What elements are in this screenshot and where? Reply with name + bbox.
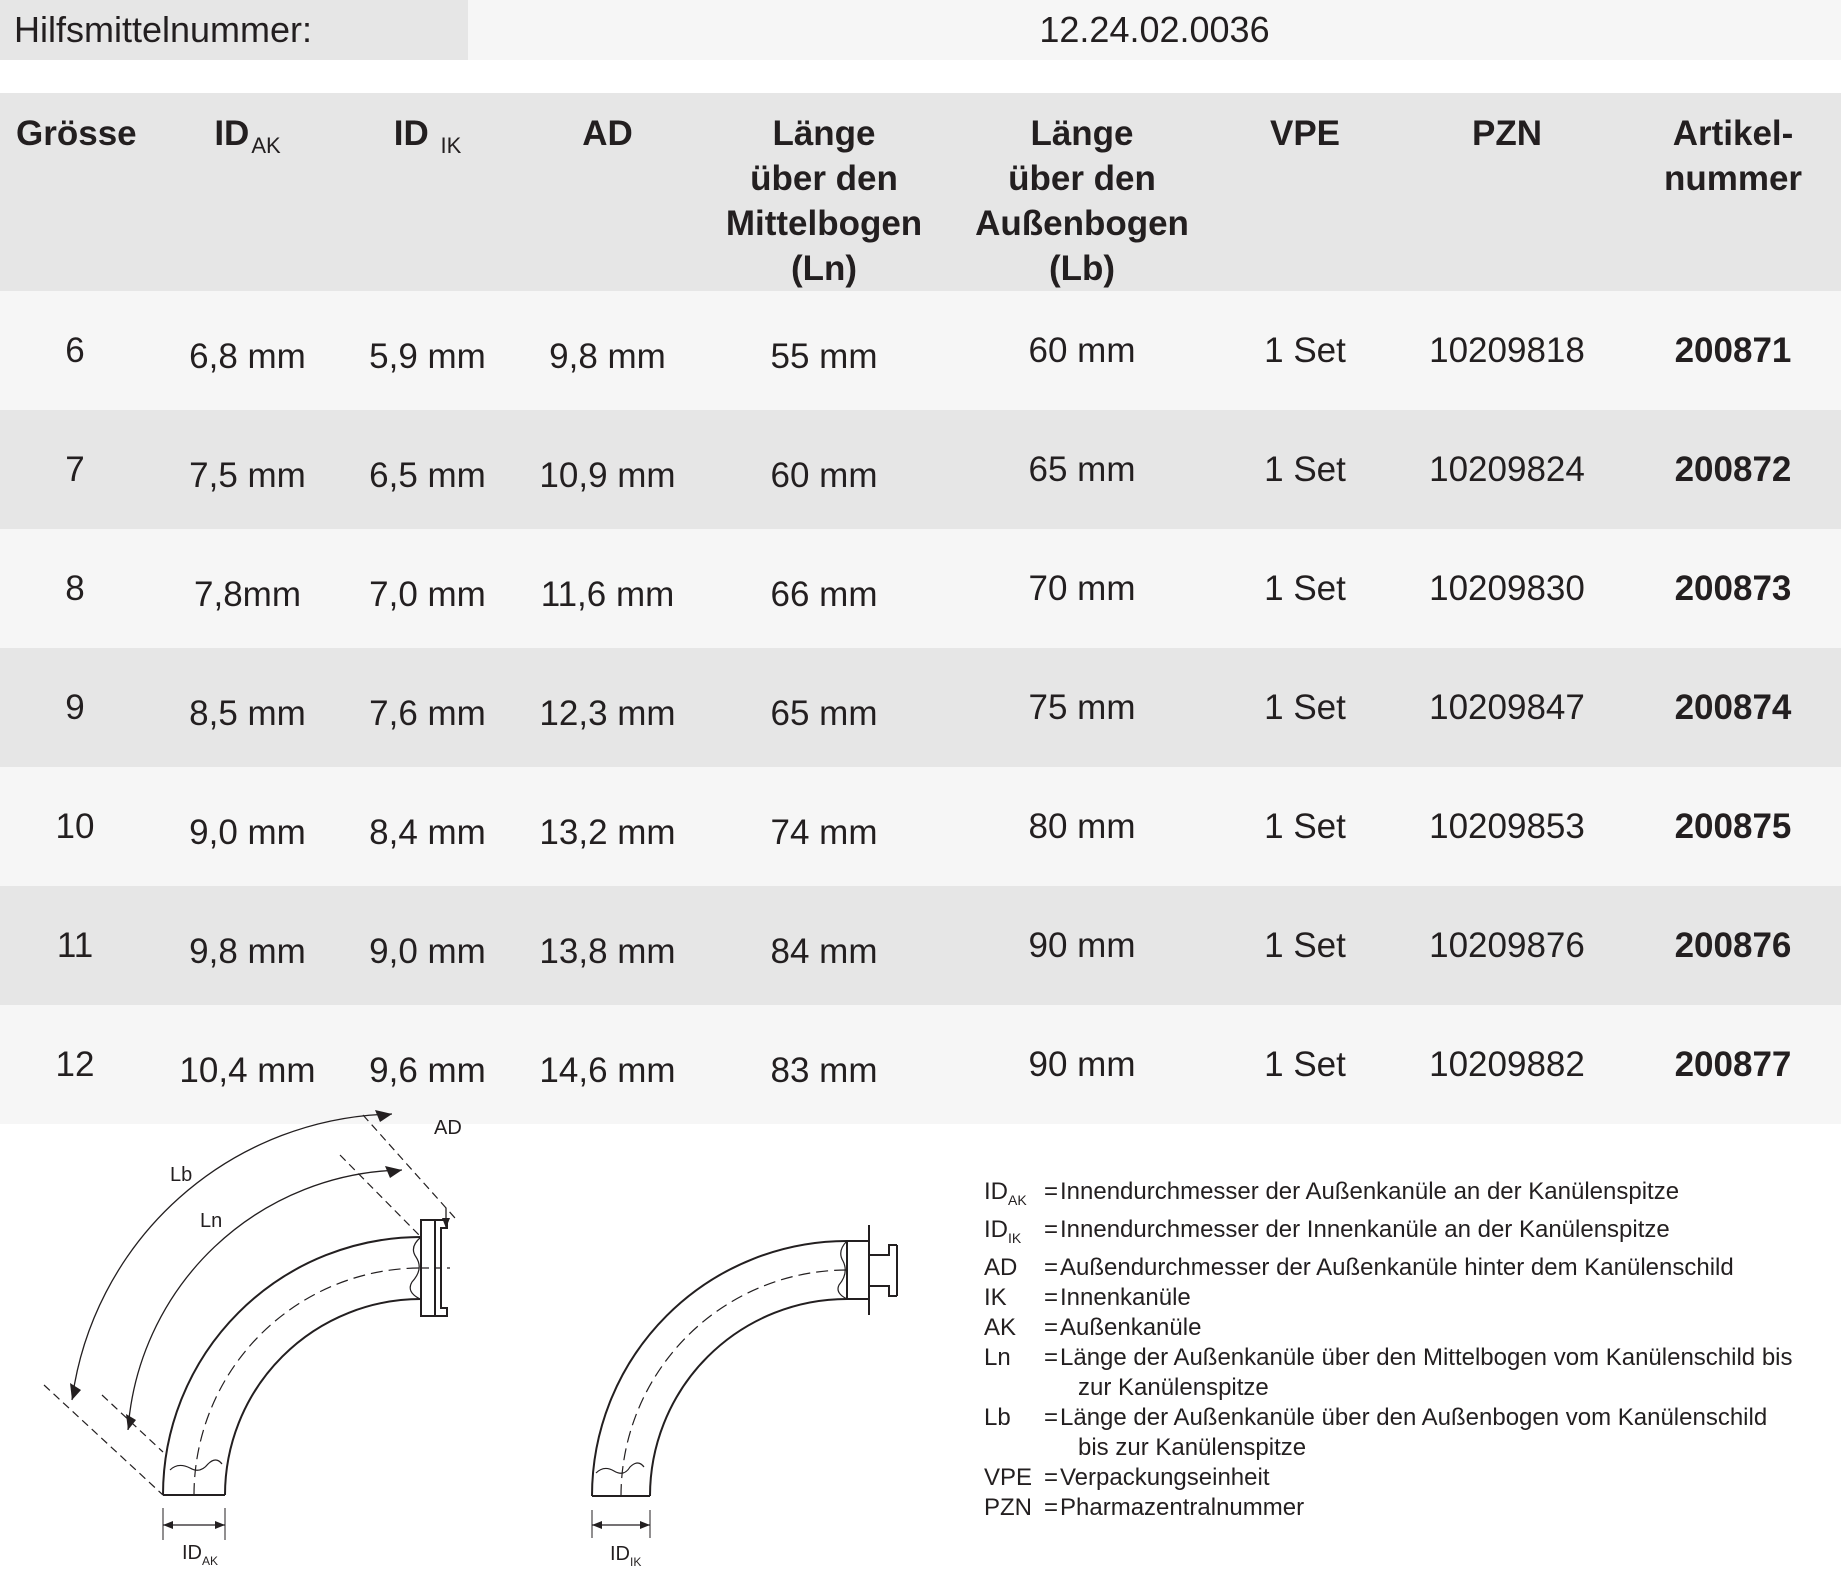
- cell-id-ak: 6,8 mm: [150, 291, 345, 410]
- cell-size: 12: [0, 1005, 150, 1124]
- legend-abbr: PZN: [984, 1494, 1032, 1521]
- cell-pzn: 10209830: [1389, 529, 1625, 648]
- table-row: [0, 767, 1841, 886]
- legend-description: Pharmazentralnummer: [1060, 1494, 1305, 1521]
- col-header-id-ak: $ID_{AK}$: [150, 93, 345, 291]
- legend-description: Länge der Außenkanüle über den Mittelbogen vom Kanülenschild bis zur Kanülenspitze: [1060, 1344, 1793, 1401]
- cell-ad: 12,3 mm: [510, 648, 705, 767]
- legend-description: Außendurchmesser der Außenkanüle hinter dem Kanülenschild: [1060, 1254, 1734, 1281]
- legend-item: [984, 1463, 1800, 1493]
- cell-ad: 13,8 mm: [510, 886, 705, 1005]
- cell-lb: 80 mm: [943, 767, 1221, 886]
- cell-lb: 60 mm: [943, 291, 1221, 410]
- table-row: [0, 291, 1841, 410]
- legend-abbr: AK: [984, 1314, 1017, 1341]
- cell-lb: 70 mm: [943, 529, 1221, 648]
- cell-vpe: 1 Set: [1221, 1005, 1389, 1124]
- cell-art: 200872: [1625, 410, 1841, 529]
- cell-pzn: 10209824: [1389, 410, 1625, 529]
- cell-pzn: 10209853: [1389, 767, 1625, 886]
- legend-abbr: $ID_{AK}$: [984, 1178, 1027, 1208]
- cell-ln: 83 mm: [705, 1005, 943, 1124]
- table-row: [0, 410, 1841, 529]
- ad-dimension-label: AD: [434, 1117, 462, 1139]
- cell-art: 200876: [1625, 886, 1841, 1005]
- cell-ln: 74 mm: [705, 767, 943, 886]
- abbreviation-legend: [984, 1177, 1800, 1523]
- legend-abbr: $ID_{IK}$: [984, 1216, 1022, 1246]
- lb-dimension-label: Lb: [170, 1164, 193, 1186]
- col-header-ln: Länge über den Mittelbogen (Ln): [705, 93, 943, 291]
- legend-abbr: Ln: [984, 1344, 1011, 1371]
- cell-art: 200875: [1625, 767, 1841, 886]
- legend-item: [984, 1343, 1800, 1403]
- hilfsmittel-bar: [0, 0, 1841, 60]
- cell-lb: 90 mm: [943, 1005, 1221, 1124]
- table-row: [0, 529, 1841, 648]
- legend-description: Innendurchmesser der Innenkanüle an der Kanülenspitze: [1060, 1216, 1670, 1243]
- cell-vpe: 1 Set: [1221, 767, 1389, 886]
- col-header-id-ik: ID $_{IK}$: [345, 93, 510, 291]
- inner-cannula-diagram: [580, 1170, 940, 1569]
- cell-id-ak: 7,8mm: [150, 529, 345, 648]
- cell-id-ak: 10,4 mm: [150, 1005, 345, 1124]
- cell-id-ik: 6,5 mm: [345, 410, 510, 529]
- cell-id-ik: 7,6 mm: [345, 648, 510, 767]
- cell-size: 8: [0, 529, 150, 648]
- cell-size: 6: [0, 291, 150, 410]
- col-header-vpe: VPE: [1221, 93, 1389, 291]
- cell-pzn: 10209882: [1389, 1005, 1625, 1124]
- legend-description: Innendurchmesser der Außenkanüle an der Kanülenspitze: [1060, 1178, 1680, 1205]
- cell-size: 10: [0, 767, 150, 886]
- cell-ln: 84 mm: [705, 886, 943, 1005]
- legend-abbr: IK: [984, 1284, 1007, 1311]
- legend-description: Länge der Außenkanüle über den Außenbogen vom Kanülenschild bis zur Kanülenspitze: [1060, 1404, 1768, 1461]
- legend-abbr: AD: [984, 1254, 1018, 1281]
- cell-id-ik: 9,0 mm: [345, 886, 510, 1005]
- cell-pzn: 10209847: [1389, 648, 1625, 767]
- hilfsmittel-value: 12.24.02.0036: [468, 0, 1841, 60]
- cell-ln: 60 mm: [705, 410, 943, 529]
- col-header-lb: Länge über den Außenbogen (Lb): [943, 93, 1221, 291]
- legend-equals: =: [1044, 1216, 1059, 1243]
- cell-vpe: 1 Set: [1221, 886, 1389, 1005]
- cell-id-ik: 5,9 mm: [345, 291, 510, 410]
- legend-item: [984, 1403, 1800, 1463]
- cell-art: 200874: [1625, 648, 1841, 767]
- legend-equals: =: [1044, 1464, 1059, 1491]
- cell-vpe: 1 Set: [1221, 291, 1389, 410]
- cell-pzn: 10209818: [1389, 291, 1625, 410]
- col-header-ad: AD: [510, 93, 705, 291]
- ln-dimension-label: Ln: [200, 1210, 223, 1232]
- id-ak-dimension-label: $ID_{AK}$: [182, 1542, 219, 1568]
- id-ik-dimension-label: $ID_{IK}$: [610, 1543, 642, 1569]
- cell-ad: 10,9 mm: [510, 410, 705, 529]
- cell-size: 11: [0, 886, 150, 1005]
- cell-size: 9: [0, 648, 150, 767]
- cell-size: 7: [0, 410, 150, 529]
- cell-id-ak: 9,0 mm: [150, 767, 345, 886]
- legend-equals: =: [1044, 1314, 1059, 1341]
- legend-item: [984, 1313, 1800, 1343]
- table-row: [0, 886, 1841, 1005]
- legend-description: Innenkanüle: [1060, 1284, 1191, 1311]
- legend-abbr: VPE: [984, 1464, 1033, 1491]
- cell-vpe: 1 Set: [1221, 529, 1389, 648]
- cell-ad: 11,6 mm: [510, 529, 705, 648]
- cell-id-ik: 9,6 mm: [345, 1005, 510, 1124]
- table-row: [0, 648, 1841, 767]
- col-header-artikel: Artikel- nummer: [1625, 93, 1841, 291]
- cell-vpe: 1 Set: [1221, 648, 1389, 767]
- outer-cannula-diagram: [30, 1100, 500, 1569]
- cell-id-ak: 7,5 mm: [150, 410, 345, 529]
- size-table: [0, 93, 1841, 1124]
- table-header-row: [0, 93, 1841, 291]
- col-header-pzn: PZN: [1389, 93, 1625, 291]
- legend-equals: =: [1044, 1404, 1059, 1431]
- legend-equals: =: [1044, 1284, 1059, 1311]
- cell-ad: 9,8 mm: [510, 291, 705, 410]
- cell-lb: 90 mm: [943, 886, 1221, 1005]
- cell-lb: 65 mm: [943, 410, 1221, 529]
- cell-lb: 75 mm: [943, 648, 1221, 767]
- legend-equals: =: [1044, 1178, 1059, 1205]
- legend-item: [984, 1253, 1800, 1283]
- cell-pzn: 10209876: [1389, 886, 1625, 1005]
- cell-ad: 13,2 mm: [510, 767, 705, 886]
- cell-art: 200871: [1625, 291, 1841, 410]
- legend-item: [984, 1493, 1800, 1523]
- legend-equals: =: [1044, 1254, 1059, 1281]
- legend-description: Außenkanüle: [1060, 1314, 1202, 1341]
- cell-ln: 65 mm: [705, 648, 943, 767]
- cell-ln: 66 mm: [705, 529, 943, 648]
- cell-ad: 14,6 mm: [510, 1005, 705, 1124]
- hilfsmittel-label: Hilfsmittelnummer:: [0, 0, 468, 60]
- cell-ln: 55 mm: [705, 291, 943, 410]
- cell-id-ak: 8,5 mm: [150, 648, 345, 767]
- cell-id-ak: 9,8 mm: [150, 886, 345, 1005]
- legend-equals: =: [1044, 1344, 1059, 1371]
- legend-item: [984, 1177, 1800, 1215]
- cell-id-ik: 8,4 mm: [345, 767, 510, 886]
- cell-vpe: 1 Set: [1221, 410, 1389, 529]
- legend-item: [984, 1215, 1800, 1253]
- cell-art: 200873: [1625, 529, 1841, 648]
- cell-id-ik: 7,0 mm: [345, 529, 510, 648]
- cell-art: 200877: [1625, 1005, 1841, 1124]
- legend-abbr: Lb: [984, 1404, 1011, 1431]
- col-header-size: Grösse: [0, 93, 150, 291]
- legend-item: [984, 1283, 1800, 1313]
- legend-description: Verpackungseinheit: [1060, 1464, 1270, 1491]
- legend-equals: =: [1044, 1494, 1059, 1521]
